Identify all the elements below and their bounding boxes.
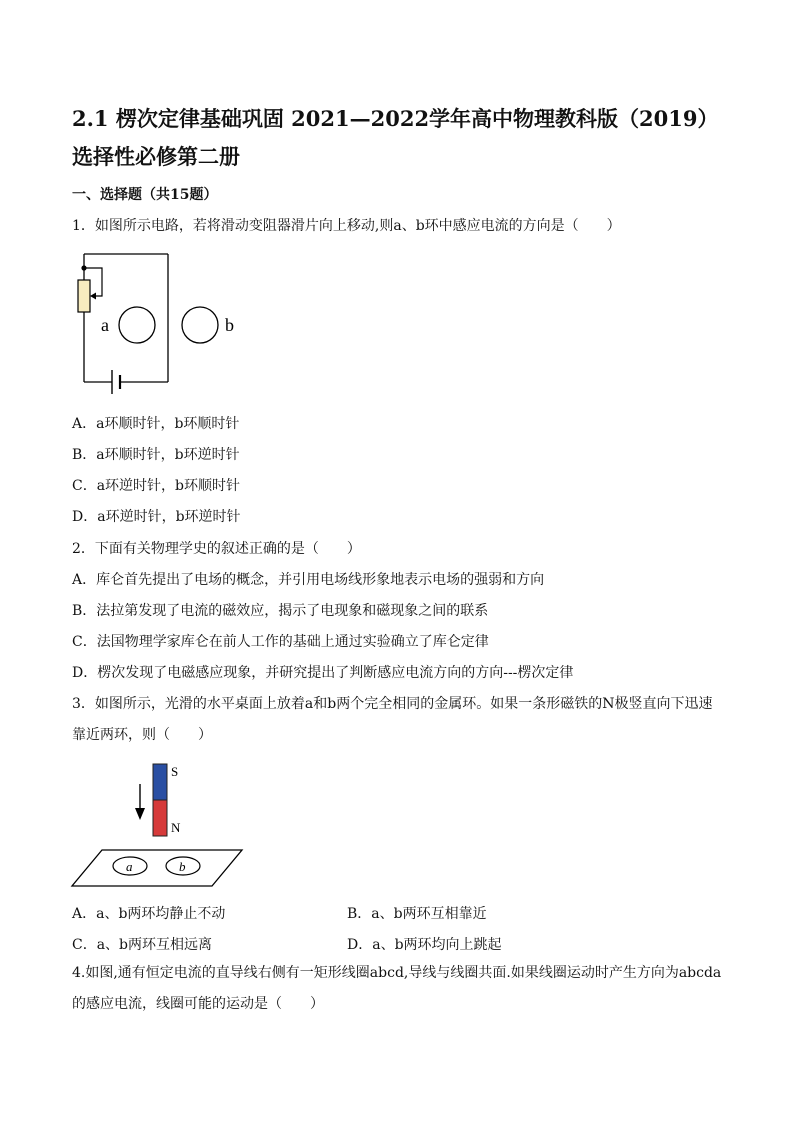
q3-option-d: D．a、b两环均向上跳起 — [347, 937, 502, 953]
q1-slider-arrow — [90, 293, 96, 300]
q3-label-a: a — [126, 859, 133, 874]
q1-option-b: B．a环顺时针，b环逆时针 — [72, 447, 240, 463]
q1-option-d: D．a环逆时针，b环逆时针 — [72, 509, 241, 525]
q2-stem: 2．下面有关物理学史的叙述正确的是（ ） — [72, 541, 361, 557]
q2-option-c: C．法国物理学家库仑在前人工作的基础上通过实验确立了库仑定律 — [72, 634, 489, 650]
q3-table-surface — [72, 850, 242, 886]
q3-down-arrow-head — [135, 808, 145, 820]
q2-option-a: A．库仑首先提出了电场的概念，并引用电场线形象地表示电场的强弱和方向 — [72, 572, 545, 588]
q1-rheostat — [78, 280, 90, 312]
q1-ring-a — [119, 307, 155, 343]
q3-magnet-n-pole — [153, 800, 167, 836]
q3-label-b: b — [179, 859, 186, 874]
q3-option-a: A．a、b两环均静止不动 — [72, 906, 226, 922]
q1-option-a: A．a环顺时针，b环顺时针 — [72, 416, 240, 432]
q3-label-n: N — [171, 820, 181, 835]
q3-stem: 3．如图所示，光滑的水平桌面上放着a和b两个完全相同的金属环。如果一条形磁铁的N极竖直向下迅速靠近两环，则（ ） — [72, 696, 713, 743]
q1-rings-diagram — [95, 300, 245, 350]
section-heading: 一、选择题（共15题） — [72, 187, 218, 203]
document-title: 2.1 楞次定律基础巩固 2021—2022学年高中物理教科版（2019）选择性必修第二册 — [72, 106, 719, 169]
q1-ring-b — [182, 307, 218, 343]
q2-option-b: B．法拉第发现了电流的磁效应，揭示了电现象和磁现象之间的联系 — [72, 603, 489, 619]
q3-label-s: S — [171, 764, 179, 779]
q1-label-b: b — [225, 315, 234, 335]
q3-option-b: B．a、b两环互相靠近 — [347, 906, 487, 922]
q2-option-d: D．楞次发现了电磁感应现象，并研究提出了判断感应电流方向的方向---楞次定律 — [72, 665, 574, 681]
q3-magnet-s-pole — [153, 764, 167, 800]
q4-stem: 4.如图,通有恒定电流的直导线右侧有一矩形线圈abcd,导线与线圈共面.如果线圈运动时产生方向为abcda的感应电流，线圈可能的运动是（ ） — [72, 965, 722, 1012]
q1-stem: 1．如图所示电路，若将滑动变阻器滑片向上移动,则a、b环中感应电流的方向是（ ） — [72, 218, 621, 234]
q1-label-a: a — [101, 315, 109, 335]
q3-option-c: C．a、b两环互相远离 — [72, 937, 213, 953]
q3-magnet-diagram — [70, 758, 250, 890]
q1-option-c: C．a环逆时针，b环顺时针 — [72, 478, 241, 494]
